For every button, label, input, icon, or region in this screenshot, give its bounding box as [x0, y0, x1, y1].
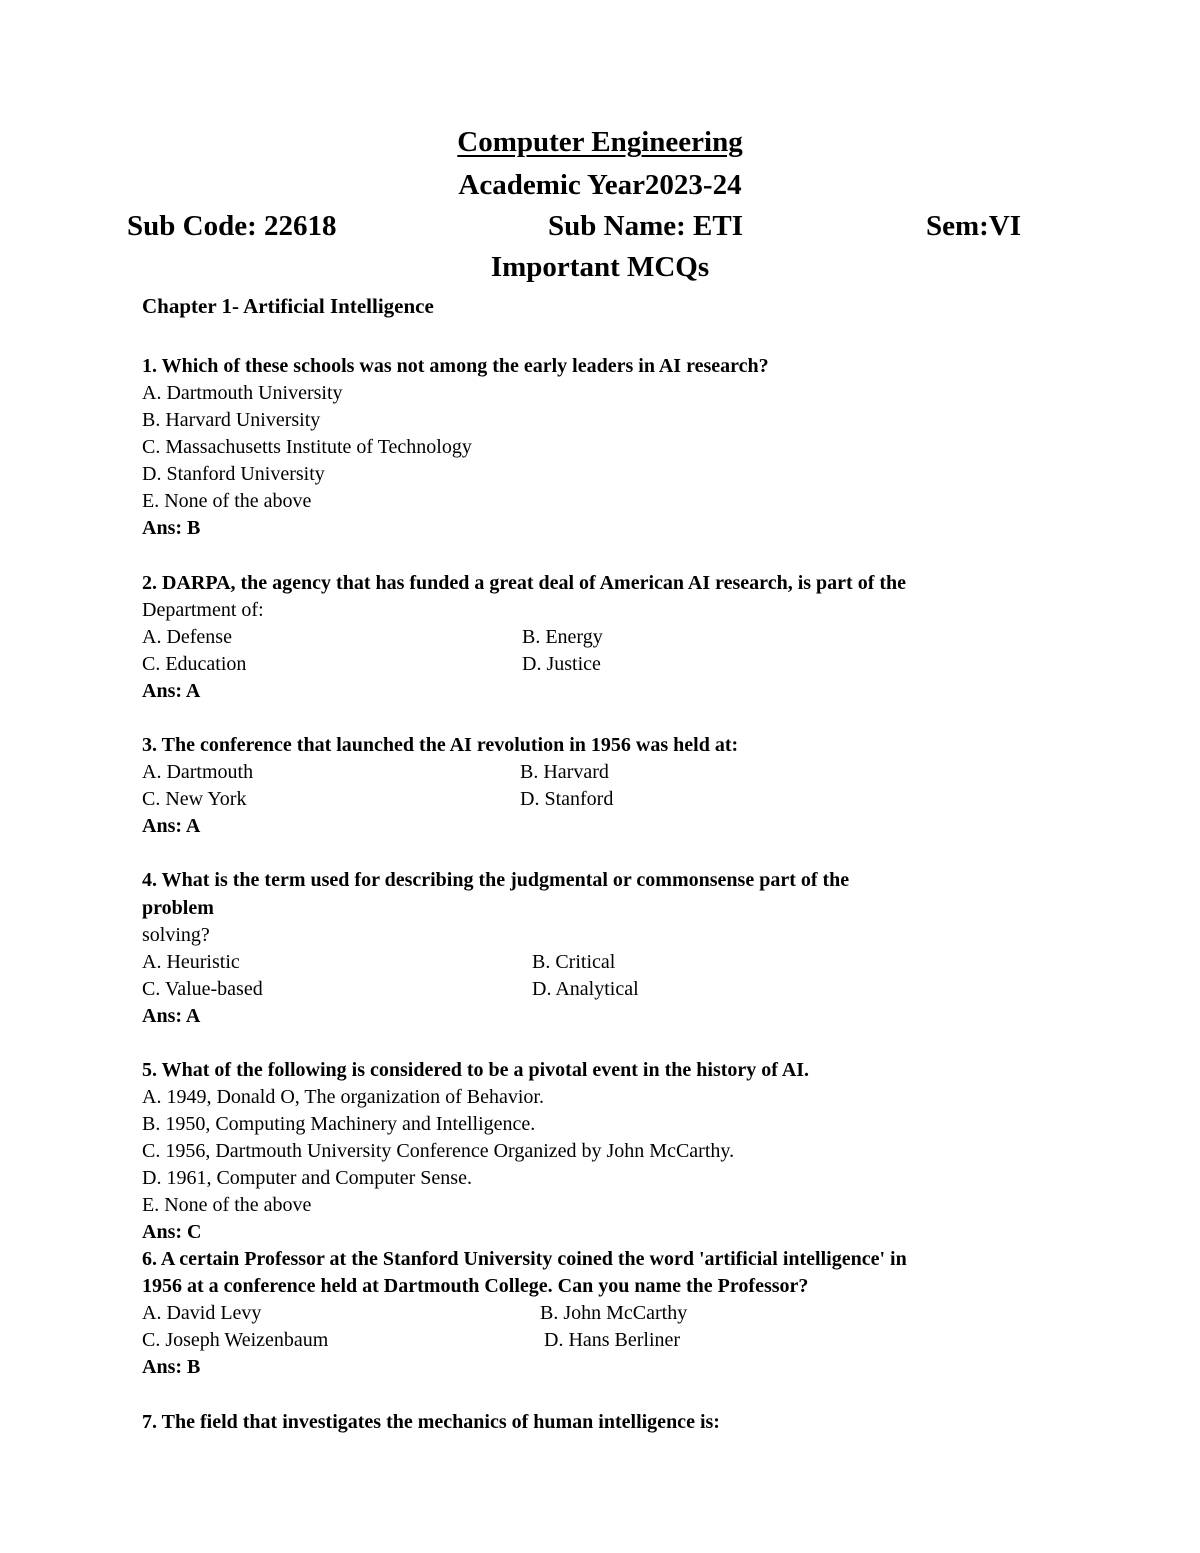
option: A. 1949, Donald O, The organization of Behavior. — [142, 1086, 544, 1108]
academic-year: Academic Year2023-24 — [458, 169, 742, 201]
option: C. 1956, Dartmouth University Conference Organized by John McCarthy. — [142, 1140, 735, 1162]
semester: Sem:VI — [926, 210, 1022, 242]
option: D. Stanford — [520, 788, 614, 810]
chapter-heading: Chapter 1- Artificial Intelligence — [142, 294, 434, 318]
question-line-2: problem — [142, 897, 214, 919]
option: A. Dartmouth — [142, 761, 254, 783]
question-3: 3. The conference that launched the AI revolution in 1956 was held at: — [142, 734, 739, 756]
option: D. Analytical — [532, 978, 639, 1000]
option: A. Dartmouth University — [142, 382, 343, 404]
option: C. Massachusetts Institute of Technology — [142, 436, 472, 458]
option: D. 1961, Computer and Computer Sense. — [142, 1167, 472, 1189]
option: D. Stanford University — [142, 463, 325, 485]
answer: Ans: B — [142, 1356, 201, 1378]
answer: Ans: C — [142, 1221, 202, 1243]
option: B. 1950, Computing Machinery and Intelligence. — [142, 1113, 536, 1135]
option: B. Energy — [522, 626, 603, 648]
option: B. Harvard — [520, 761, 609, 783]
question-continuation: solving? — [142, 924, 210, 946]
option: B. John McCarthy — [540, 1302, 688, 1324]
question-7: 7. The field that investigates the mechanics of human intelligence is: — [142, 1411, 720, 1433]
option: C. Education — [142, 653, 247, 675]
answer: Ans: A — [142, 680, 201, 702]
answer: Ans: B — [142, 517, 201, 539]
option: C. Joseph Weizenbaum — [142, 1329, 329, 1351]
option: C. New York — [142, 788, 247, 810]
option: A. Heuristic — [142, 951, 240, 973]
question-1: 1. Which of these schools was not among the early leaders in AI research? — [142, 355, 769, 377]
answer: Ans: A — [142, 815, 201, 837]
question-5: 5. What of the following is considered to be a pivotal event in the history of AI. — [142, 1059, 810, 1081]
option: C. Value-based — [142, 978, 263, 1000]
option: A. David Levy — [142, 1302, 262, 1324]
subject-code: Sub Code: 22618 — [127, 210, 337, 242]
option: D. Justice — [522, 653, 601, 675]
question-continuation: Department of: — [142, 599, 264, 621]
question-2: 2. DARPA, the agency that has funded a great deal of American AI research, is part of the — [142, 572, 907, 594]
question-6: 6. A certain Professor at the Stanford University coined the word 'artificial intelligence' in — [142, 1248, 907, 1270]
option: A. Defense — [142, 626, 232, 648]
department-title: Computer Engineering — [457, 126, 743, 158]
option: E. None of the above — [142, 490, 312, 512]
option: D. Hans Berliner — [544, 1329, 681, 1351]
option: B. Critical — [532, 951, 616, 973]
subject-name: Sub Name: ETI — [548, 210, 743, 242]
answer: Ans: A — [142, 1005, 201, 1027]
option: E. None of the above — [142, 1194, 312, 1216]
question-4: 4. What is the term used for describing the judgmental or commonsense part of the — [142, 869, 850, 891]
option: B. Harvard University — [142, 409, 321, 431]
question-line-2: 1956 at a conference held at Dartmouth College. Can you name the Professor? — [142, 1275, 809, 1297]
page-title: Important MCQs — [490, 251, 710, 283]
